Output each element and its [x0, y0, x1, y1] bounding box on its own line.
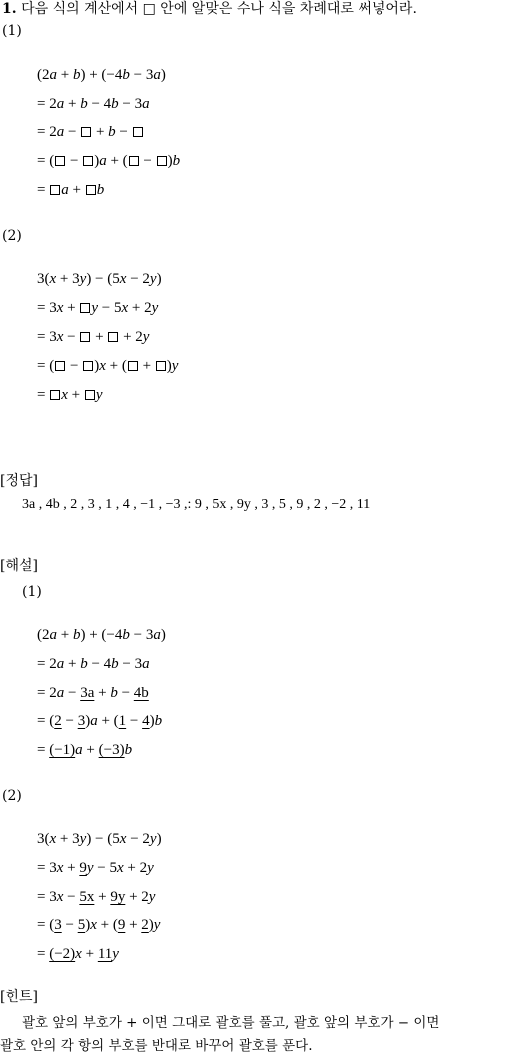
blank-box: [129, 156, 139, 166]
hint-line-2: 괄호 안의 각 항의 부호를 반대로 바꾸어 괄호를 푼다.: [0, 1038, 313, 1054]
explanation2-eq-3: = 3x − 5x + 9y + 2y: [37, 889, 156, 905]
filled-blank: 4b: [133, 685, 149, 701]
problem1-eq-5: = a + b: [37, 182, 105, 198]
filled-blank: 2: [141, 917, 149, 933]
explanation2-eq-4: = (3 − 5)x + (9 + 2)y: [37, 917, 161, 933]
blank-box: [80, 332, 90, 342]
answer-text: 3a , 4b , 2 , 3 , 1 , 4 , −1 , −3 ,: 9 , 5x , 9y , 3 , 5 , 9 , 2 , −2 , 11: [22, 497, 371, 512]
explanation2-eq-1: 3(x + 3y) − (5x − 2y): [37, 831, 162, 847]
filled-blank: 3a: [80, 685, 95, 701]
problem-number: 1.: [2, 1, 17, 17]
blank-box: [83, 156, 93, 166]
problem2-eq-5: = x + y: [37, 387, 103, 403]
blank-box: [156, 361, 166, 371]
problem1-eq-1: (2a + b) + (−4b − 3a): [37, 67, 166, 83]
blank-box: [85, 390, 95, 400]
filled-blank: 4: [142, 713, 150, 729]
blank-box: [55, 156, 65, 166]
filled-blank: (−1): [49, 742, 76, 758]
problem1-eq-2: = 2a + b − 4b − 3a: [37, 96, 150, 112]
part1-label: (1): [2, 23, 22, 39]
problem2-eq-3: = 3x − + + 2y: [37, 329, 150, 345]
hint-line-1: 괄호 앞의 부호가 + 이면 그대로 괄호를 풀고, 괄호 앞의 부호가 − 이면: [22, 1015, 440, 1031]
part2-label: (2): [2, 228, 22, 244]
filled-blank: 9: [117, 917, 126, 933]
hint-label: [힌트]: [0, 989, 38, 1005]
explanation1-eq-1: (2a + b) + (−4b − 3a): [37, 627, 166, 643]
filled-blank: 11: [97, 946, 113, 962]
explanation-part2-label: (2): [2, 788, 22, 804]
explanation1-eq-3: = 2a − 3a + b − 4b: [37, 685, 149, 701]
explanation-part1-label: (1): [22, 584, 42, 600]
filled-blank: 3: [77, 713, 86, 729]
explanation1-eq-2: = 2a + b − 4b − 3a: [37, 656, 150, 672]
problem2-eq-2: = 3x + y − 5x + 2y: [37, 300, 159, 316]
blank-box: [83, 361, 93, 371]
problem-instruction: 다음 식의 계산에서 □ 안에 알맞은 수나 식을 차례대로 써넣어라.: [21, 1, 417, 17]
explanation2-eq-5: = (−2)x + 11y: [37, 946, 119, 962]
explanation-label: [해설]: [0, 558, 38, 574]
problem2-eq-4: = ( − )x + ( + )y: [37, 358, 179, 374]
blank-box: [81, 127, 91, 137]
blank-box: [80, 303, 90, 313]
problem1-eq-3: = 2a − + b −: [37, 125, 144, 140]
blank-box: [108, 332, 118, 342]
filled-blank: (−2): [49, 946, 76, 962]
blank-box: [128, 361, 138, 371]
explanation2-eq-2: = 3x + 9y − 5x + 2y: [37, 860, 154, 876]
blank-box: [157, 156, 167, 166]
blank-box: [55, 361, 65, 371]
explanation1-eq-5: = (−1)a + (−3)b: [37, 742, 133, 758]
blank-box: [50, 185, 60, 195]
filled-blank: 1: [118, 713, 127, 729]
problem-instruction-line: [2, 2, 417, 16]
explanation1-eq-4: = (2 − 3)a + (1 − 4)b: [37, 713, 163, 729]
problem1-eq-4: = ( − )a + ( − )b: [37, 153, 181, 169]
filled-blank: 9y: [110, 889, 126, 905]
filled-blank: (−3): [98, 742, 125, 758]
blank-box: [86, 185, 96, 195]
filled-blank: 9: [79, 860, 87, 876]
filled-blank: 2: [54, 713, 62, 729]
filled-blank: 5x: [79, 889, 95, 905]
blank-box: [50, 390, 60, 400]
filled-blank: 3: [54, 917, 62, 933]
blank-box: [133, 127, 143, 137]
problem2-eq-1: 3(x + 3y) − (5x − 2y): [37, 271, 162, 287]
filled-blank: 5: [77, 917, 86, 933]
answer-label: [정답]: [0, 473, 38, 489]
